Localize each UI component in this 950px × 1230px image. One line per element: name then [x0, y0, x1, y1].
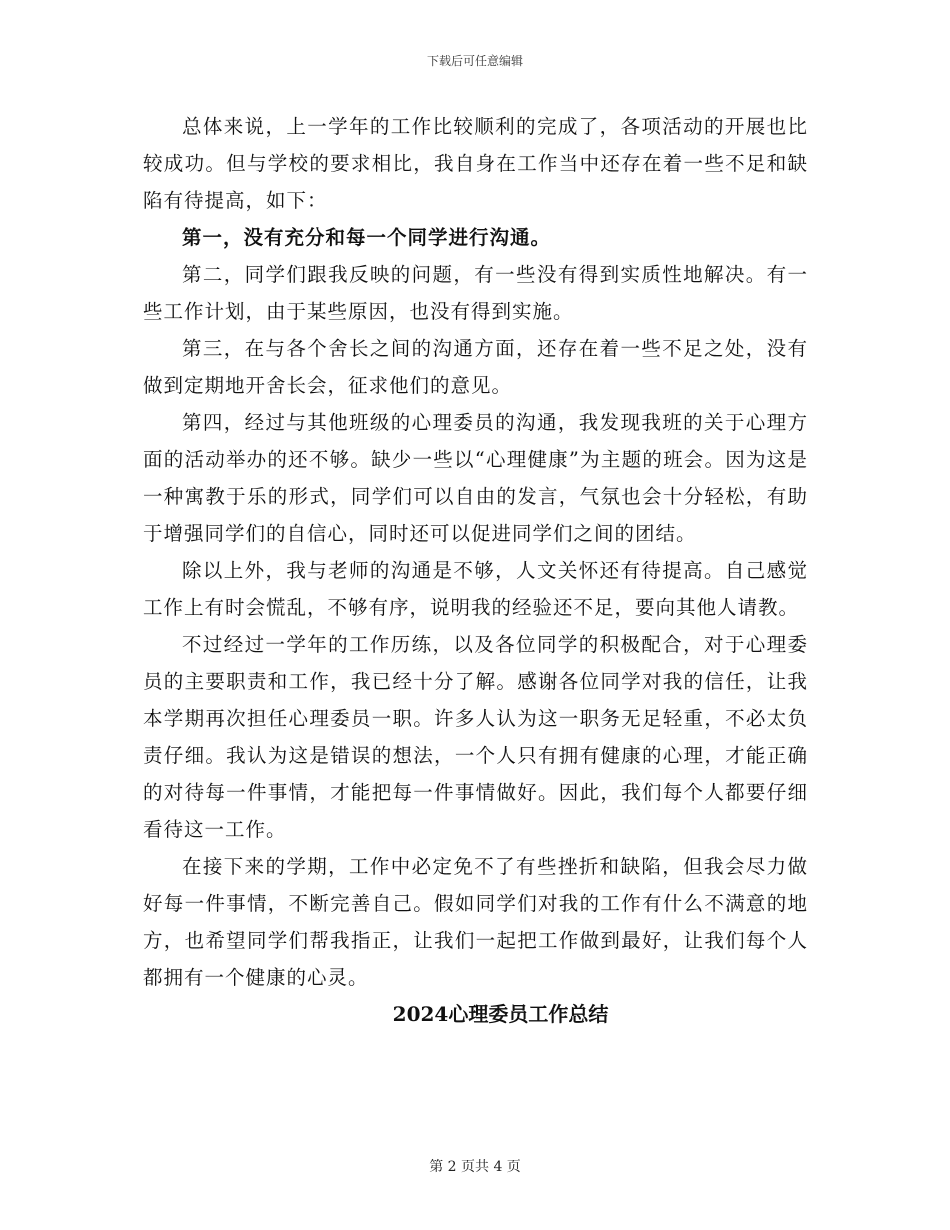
page-header: 下载后可任意编辑: [426, 54, 523, 68]
page-footer: 第 2 页共 4 页: [429, 1159, 521, 1175]
paragraph-teacher-communication: 除以上外，我与老师的沟通是不够，人文关怀还有待提高。自己感觉工作上有时会慌乱，不够有序，说明我的经验还不足，要向其他人请教。: [143, 559, 808, 619]
paragraph-point-2: 第二，同学们跟我反映的问题，有一些没有得到实质性地解决。有一些工作计划，由于某些原因，也没有得到实施。: [143, 263, 808, 323]
paragraph-experience: 不过经过一学年的工作历练，以及各位同学的积极配合，对于心理委员的主要职责和工作，我已经十分了解。感谢各位同学对我的信任，让我本学期再次担任心理委员一职。许多人认为这一职务无足轻重，不必太负责仔细。我认为这是错误的想法，一个人只有拥有健康的心理，才能正确的对待每一件事情，才能把每一件事情做好。因此，我们每个人都要仔细看待这一工作。: [143, 633, 808, 841]
paragraph-outlook: 在接下来的学期，工作中必定免不了有些挫折和缺陷，但我会尽力做好每一件事情，不断完善自己。假如同学们对我的工作有什么不满意的地方，也希望同学们帮我指正，让我们一起把工作做到最好，让我们每个人都拥有一个健康的心灵。: [143, 855, 808, 989]
paragraph-point-4: 第四，经过与其他班级的心理委员的沟通，我发现我班的关于心理方面的活动举办的还不够。缺少一些以“心理健康”为主题的班会。因为这是一种寓教于乐的形式，同学们可以自由的发言，气氛也会十分轻松，有助于增强同学们的自信心，同时还可以促进同学们之间的团结。: [143, 411, 808, 545]
paragraph-summary: 总体来说，上一学年的工作比较顺利的完成了，各项活动的开展也比较成功。但与学校的要求相比，我自身在工作当中还存在着一些不足和缺陷有待提高，如下：: [143, 115, 808, 212]
paragraph-point-3: 第三，在与各个舍长之间的沟通方面，还存在着一些不足之处，没有做到定期地开舍长会，征求他们的意见。: [143, 337, 808, 397]
next-section-title: 2024心理委员工作总结: [392, 1002, 609, 1026]
paragraph-point-1: 第一，没有充分和每一个同学进行沟通。: [182, 226, 552, 249]
document-body: [143, 108, 808, 1033]
